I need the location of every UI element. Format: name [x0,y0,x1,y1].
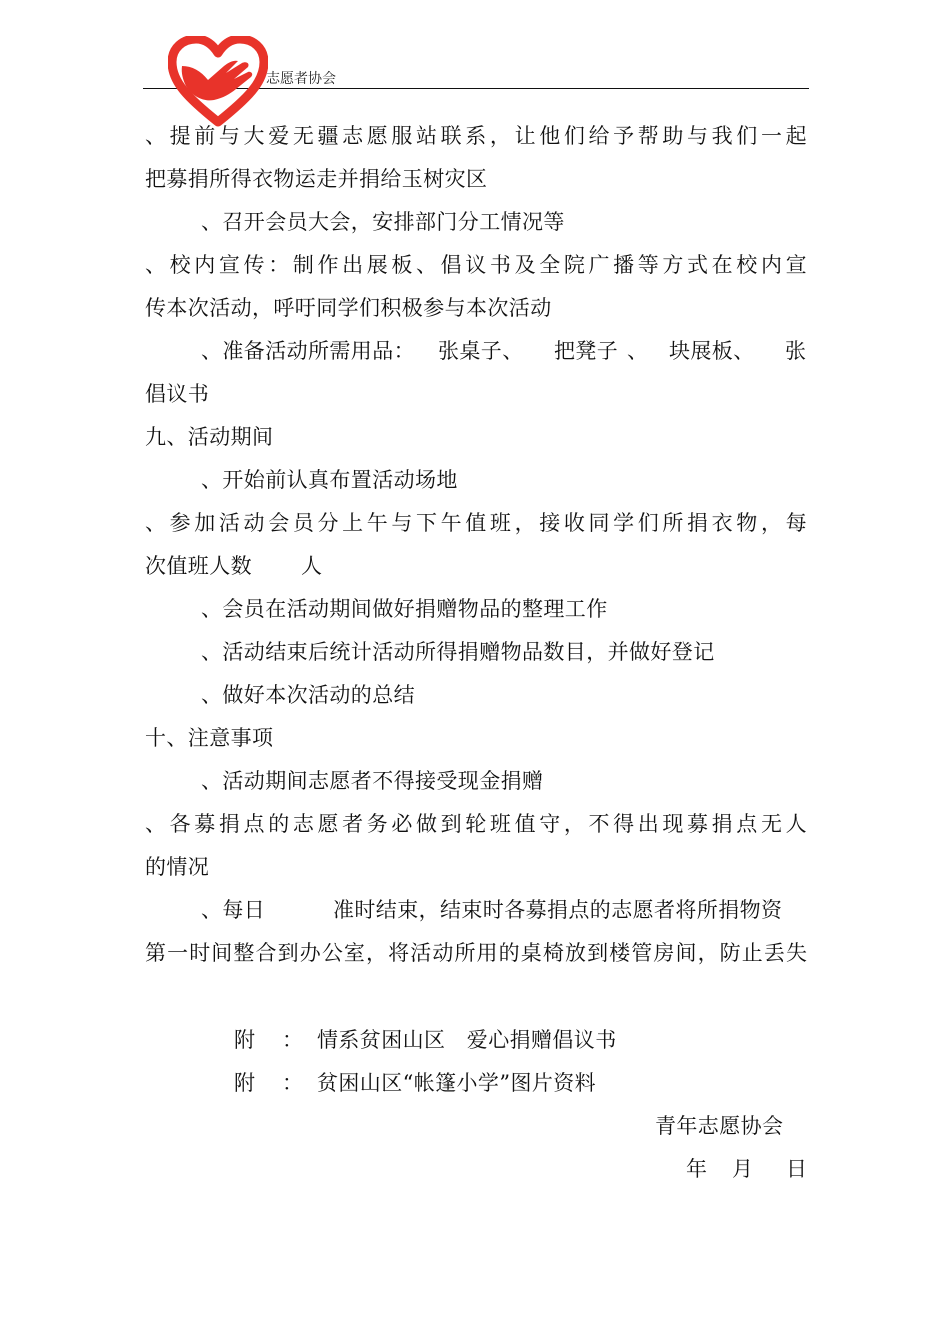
text-line: 、各募捐点的志愿者务必做到轮班值守，不得出现募捐点无人 [145,812,807,836]
text-fragment: 张桌子、 [438,339,524,363]
text-line: 的情况 [145,855,210,879]
attachment-prefix: 附 [234,1071,256,1095]
text-line: 、准备活动所需用品： [201,339,415,363]
text-line: 、开始前认真布置活动场地 [201,468,458,492]
text-fragment: 把凳子 [554,339,619,363]
signature-month: 月 [732,1157,754,1181]
text-fragment: 人 [301,554,323,578]
text-fragment: 、 [627,339,649,363]
text-line: 、校内宣传：制作出展板、倡议书及全院广播等方式在校内宣 [145,253,807,277]
heart-hand-logo-icon [168,36,268,128]
text-line: 、召开会员大会，安排部门分工情况等 [201,210,565,234]
text-fragment: 准时结束，结束时各募捐点的志愿者将所捐物资 [333,898,783,922]
signature-year: 年 [686,1157,708,1181]
signature-day: 日 [786,1157,808,1181]
text-line: 把募捐所得衣物运走并捐给玉树灾区 [145,167,488,191]
text-line: 、活动结束后统计活动所得捐赠物品数目，并做好登记 [201,640,715,664]
text-line: 、活动期间志愿者不得接受现金捐赠 [201,769,544,793]
attachment-title: 情系贫困山区 爱心捐赠倡议书 [317,1028,617,1052]
text-line: 传本次活动，呼吁同学们积极参与本次活动 [145,296,552,320]
text-line: 、提前与大爱无疆志愿服站联系，让他们给予帮助与我们一起 [145,124,807,148]
text-line: 、会员在活动期间做好捐赠物品的整理工作 [201,597,608,621]
text-line: 、做好本次活动的总结 [201,683,415,707]
text-line: 次值班人数 [145,554,252,578]
attachment-colon: ： [282,1071,304,1095]
attachment-prefix: 附 [234,1028,256,1052]
text-line: 、每日 [201,898,266,922]
attachment-title: 贫困山区“帐篷小学”图片资料 [317,1071,597,1095]
text-line: 、参加活动会员分上午与下午值班，接收同学们所捐衣物，每 [145,511,807,535]
attachment-colon: ： [282,1028,304,1052]
text-line: 倡议书 [145,382,210,406]
section-heading: 九、活动期间 [145,425,274,449]
text-fragment: 张 [785,339,807,363]
text-fragment: 块展板、 [669,339,755,363]
text-line: 第一时间整合到办公室，将活动所用的桌椅放到楼管房间，防止丢失 [145,941,807,965]
section-heading: 十、注意事项 [145,726,274,750]
header-org-name: 志愿者协会 [266,71,336,87]
signature-org: 青年志愿协会 [655,1114,784,1138]
